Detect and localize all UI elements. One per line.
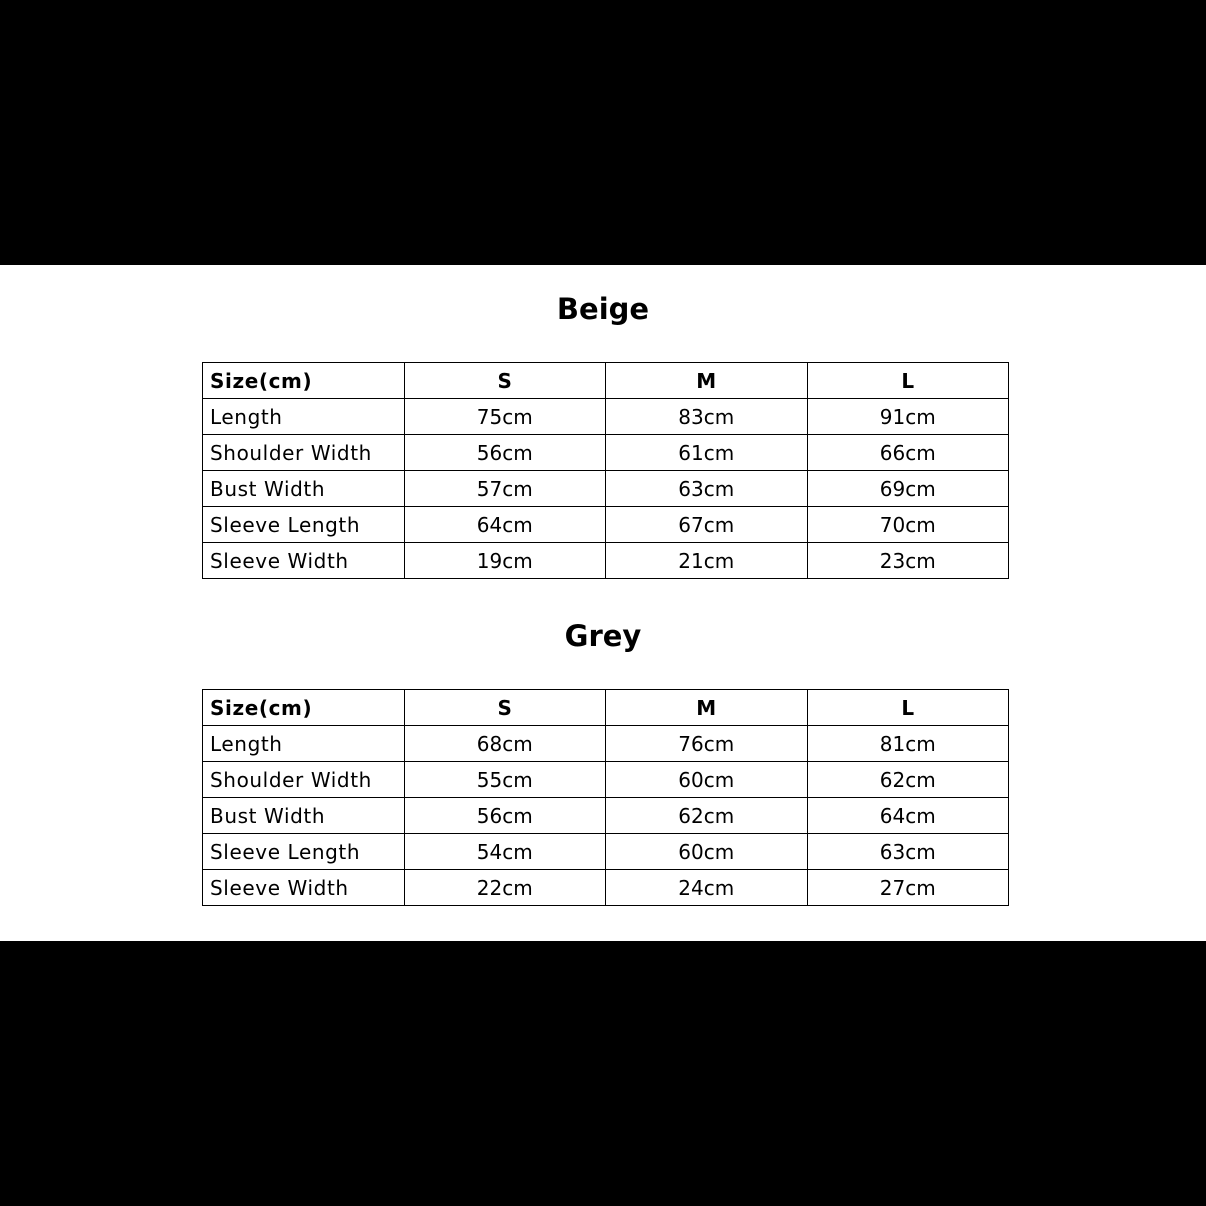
size-chart-panel — [0, 265, 1206, 941]
row-label: Bust Width — [203, 798, 405, 834]
cell-value: 81cm — [807, 726, 1009, 762]
cell-value: 60cm — [606, 834, 808, 870]
table-row — [203, 471, 1009, 507]
cell-value: 22cm — [404, 870, 606, 906]
cell-value: 83cm — [606, 399, 808, 435]
cell-value: 54cm — [404, 834, 606, 870]
table-row — [203, 798, 1009, 834]
cell-value: 91cm — [807, 399, 1009, 435]
header-cell: Size(cm) — [203, 363, 405, 399]
cell-value: 60cm — [606, 762, 808, 798]
cell-value: 23cm — [807, 543, 1009, 579]
table-row — [203, 507, 1009, 543]
cell-value: 76cm — [606, 726, 808, 762]
cell-value: 66cm — [807, 435, 1009, 471]
table-row — [203, 870, 1009, 906]
cell-value: 63cm — [606, 471, 808, 507]
row-label: Length — [203, 399, 405, 435]
row-label: Shoulder Width — [203, 435, 405, 471]
table-header-row — [203, 363, 1009, 399]
header-cell: Size(cm) — [203, 690, 405, 726]
header-cell: L — [807, 363, 1009, 399]
cell-value: 61cm — [606, 435, 808, 471]
cell-value: 64cm — [807, 798, 1009, 834]
cell-value: 69cm — [807, 471, 1009, 507]
table-row — [203, 726, 1009, 762]
table-row — [203, 435, 1009, 471]
row-label: Sleeve Width — [203, 870, 405, 906]
header-cell: S — [404, 363, 606, 399]
cell-value: 24cm — [606, 870, 808, 906]
bottom-black-band — [0, 941, 1206, 1206]
table-row — [203, 543, 1009, 579]
top-black-band — [0, 0, 1206, 265]
table-row — [203, 399, 1009, 435]
row-label: Sleeve Length — [203, 834, 405, 870]
table-row — [203, 834, 1009, 870]
table-header-row — [203, 690, 1009, 726]
header-cell: M — [606, 363, 808, 399]
cell-value: 57cm — [404, 471, 606, 507]
cell-value: 19cm — [404, 543, 606, 579]
cell-value: 55cm — [404, 762, 606, 798]
row-label: Sleeve Length — [203, 507, 405, 543]
row-label: Shoulder Width — [203, 762, 405, 798]
cell-value: 56cm — [404, 798, 606, 834]
header-cell: L — [807, 690, 1009, 726]
cell-value: 64cm — [404, 507, 606, 543]
header-cell: M — [606, 690, 808, 726]
cell-value: 62cm — [606, 798, 808, 834]
cell-value: 75cm — [404, 399, 606, 435]
table-row — [203, 762, 1009, 798]
cell-value: 63cm — [807, 834, 1009, 870]
cell-value: 27cm — [807, 870, 1009, 906]
cell-value: 21cm — [606, 543, 808, 579]
cell-value: 68cm — [404, 726, 606, 762]
section-title-beige: Beige — [556, 292, 650, 326]
size-table-beige — [202, 362, 1009, 579]
size-table-grey — [202, 689, 1009, 906]
row-label: Length — [203, 726, 405, 762]
section-title-grey: Grey — [564, 619, 642, 653]
cell-value: 70cm — [807, 507, 1009, 543]
cell-value: 67cm — [606, 507, 808, 543]
header-cell: S — [404, 690, 606, 726]
cell-value: 62cm — [807, 762, 1009, 798]
row-label: Bust Width — [203, 471, 405, 507]
cell-value: 56cm — [404, 435, 606, 471]
row-label: Sleeve Width — [203, 543, 405, 579]
